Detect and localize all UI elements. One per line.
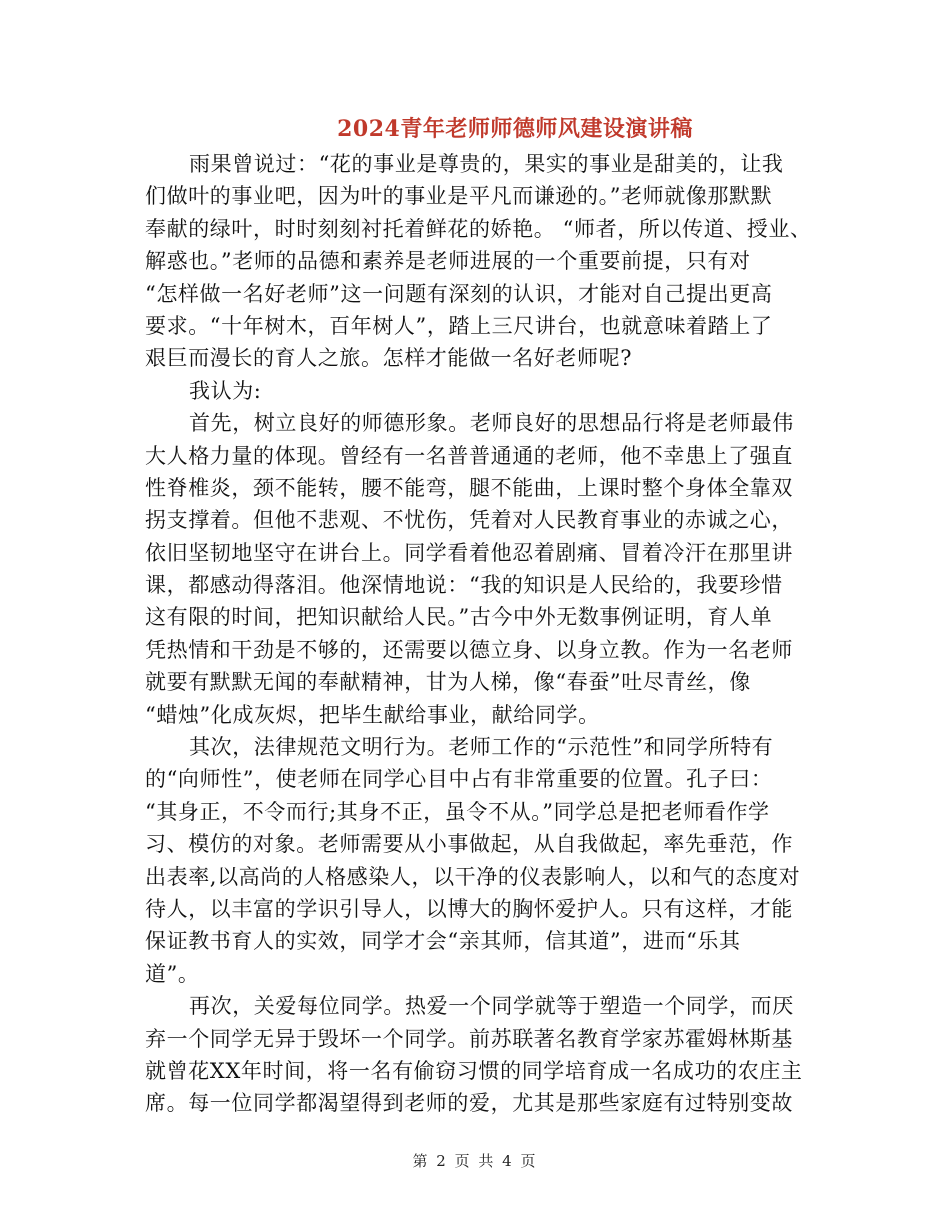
paragraph-line: 席。每一位同学都渴望得到老师的爱，尤其是那些家庭有过特别变故 — [145, 1091, 793, 1116]
paragraph-line: 艰巨而漫长的育人之旅。怎样才能做一名好老师呢? — [145, 346, 633, 371]
paragraph-line: 凭热情和干劲是不够的，还需要以德立身、以身立教。作为一名老师 — [145, 637, 793, 662]
paragraph-line: 奉献的绿叶，时时刻刻衬托着鲜花的娇艳。 “师者，所以传道、授业、 — [145, 216, 812, 241]
paragraph-line: 课，都感动得落泪。他深情地说：“我的知识是人民给的，我要珍惜 — [145, 573, 783, 598]
paragraph-line: “怎样做一名好老师”这一问题有深刻的认识，才能对自己提出更高 — [145, 281, 773, 306]
document-title: 2024青年老师师德师风建设演讲稿 — [337, 116, 693, 142]
paragraph-line: 待人，以丰富的学识引导人，以博大的胸怀爱护人。只有这样，才能 — [145, 896, 793, 921]
page-number-footer: 第 2 页 共 4 页 — [412, 1152, 538, 1170]
paragraph-line: 解惑也。”老师的品德和素养是老师进展的一个重要前提，只有对 — [145, 249, 751, 274]
paragraph-line: 弃一个同学无异于毁坏一个同学。前苏联著名教育学家苏霍姆林斯基 — [145, 1026, 793, 1051]
paragraph-line: 出表率,以高尚的人格感染人，以干净的仪表影响人，以和气的态度对 — [145, 864, 801, 889]
paragraph-line: 的“向师性”，使老师在同学心目中占有非常重要的位置。孔子曰： — [145, 767, 773, 792]
paragraph-line: 要求。“十年树木，百年树人”，踏上三尺讲台，也就意味着踏上了 — [145, 313, 773, 338]
paragraph-line: 习、模仿的对象。老师需要从小事做起，从自我做起，率先垂范，作 — [145, 832, 793, 857]
paragraph-line: “其身正，不令而行;其身不正，虽令不从。”同学总是把老师看作学 — [145, 799, 770, 824]
paragraph-line: 我认为: — [189, 378, 262, 403]
document-body — [145, 148, 825, 1120]
paragraph-line: 就曾花XX年时间，将一名有偷窃习惯的同学培育成一名成功的农庄主 — [145, 1058, 803, 1083]
paragraph-line: “蜡烛”化成灰烬，把毕生献给事业，献给同学。 — [145, 702, 600, 727]
paragraph-line: 道”。 — [145, 961, 200, 986]
paragraph-line: 保证教书育人的实效，同学才会“亲其师，信其道”，进而“乐其 — [145, 929, 741, 954]
paragraph-line: 就要有默默无闻的奉献精神，甘为人梯，像“春蚕”吐尽青丝，像 — [145, 670, 751, 695]
paragraph-line: 依旧坚韧地坚守在讲台上。同学看着他忍着剧痛、冒着冷汗在那里讲 — [145, 540, 793, 565]
paragraph-line: 拐支撑着。但他不悲观、不忧伤，凭着对人民教育事业的赤诚之心， — [145, 508, 793, 533]
paragraph-line: 其次，法律规范文明行为。老师工作的“示范性”和同学所特有 — [189, 735, 774, 760]
paragraph-line: 再次，关爱每位同学。热爱一个同学就等于塑造一个同学，而厌 — [189, 994, 794, 1019]
paragraph-line: 大人格力量的体现。曾经有一名普普通通的老师，他不幸患上了强直 — [145, 443, 793, 468]
paragraph-line: 雨果曾说过：“花的事业是尊贵的，果实的事业是甜美的，让我 — [189, 152, 784, 176]
paragraph-line: 首先，树立良好的师德形象。老师良好的思想品行将是老师最伟 — [189, 411, 794, 436]
paragraph-line: 性脊椎炎，颈不能转，腰不能弯，腿不能曲，上课时整个身体全靠双 — [145, 475, 793, 500]
paragraph-line: 这有限的时间，把知识献给人民。”古今中外无数事例证明，育人单 — [145, 605, 773, 630]
paragraph-line: 们做叶的事业吧，因为叶的事业是平凡而谦逊的。”老师就像那默默 — [145, 184, 773, 209]
